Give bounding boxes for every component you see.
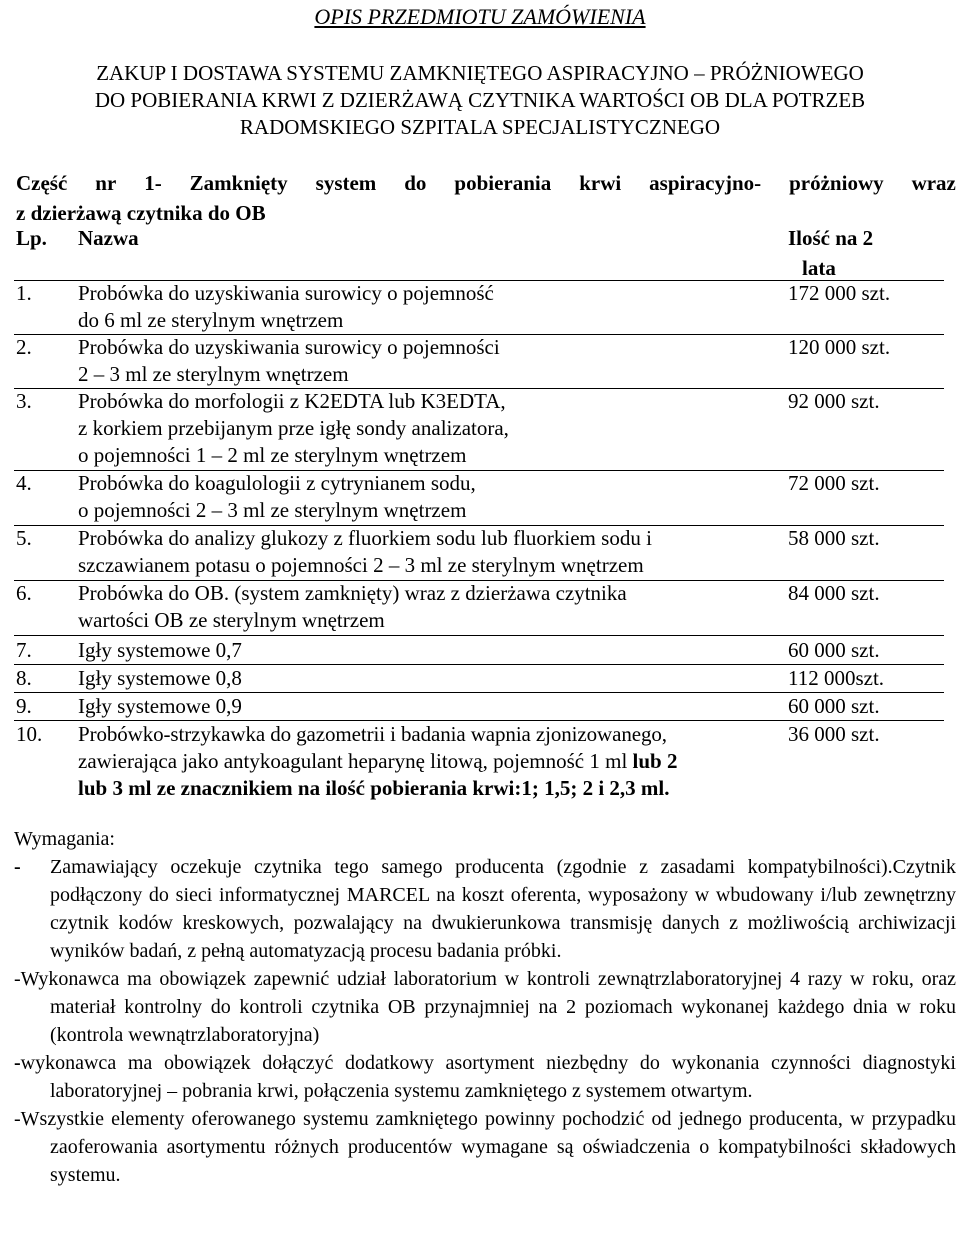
row-name: [78, 280, 778, 334]
row-name-line: szczawianem potasu o pojemności 2 – 3 ml ze sterylnym wnętrzem: [78, 553, 644, 577]
requirement-bullet: -: [14, 968, 21, 990]
row-name-line: o pojemności 2 – 3 ml ze sterylnym wnętrzem: [78, 498, 467, 522]
row-name: [78, 637, 778, 664]
row-name: [78, 388, 778, 469]
part-word: aspiracyjno-: [649, 171, 762, 195]
requirement-bullet: -: [14, 1052, 21, 1074]
requirement-text: Wykonawca ma obowiązek zapewnić udział laboratorium w kontroli zewnątrzlaboratoryjnej 4 razy w roku, oraz materiał kontrolny do kontroli czytnika OB przynajmniej na 2 poziomach wykonanej każdego dnia w roku (kontrola wewnątrzlaboratoryjna): [20, 968, 956, 1046]
requirement-text: Zamawiający oczekuje czytnika tego samego producenta (zgodnie z zasadami kompatybilności).Czytnik podłączony do sieci informatycznej MARCEL na koszt oferenta, wyposażony w wbudowany i/lub zewnętrzny czytnik kodów kreskowych, pozwalający na dwukierunkowa transmisję danych z możliwością archiwizacji wyników badań, z pełną automatyzacją procesu badania próbki.: [50, 856, 956, 962]
requirement-item: [14, 853, 956, 965]
row-lp: 7.: [16, 638, 32, 662]
row-lp: 9.: [16, 694, 32, 718]
row-name: [78, 525, 778, 579]
row-name-text: Probówko-strzykawka do gazometrii i badania wapnia zjonizowanego,: [78, 722, 667, 746]
part-word: krwi: [579, 171, 622, 195]
row-name-line: [78, 775, 778, 802]
row-name: [78, 721, 778, 802]
row-lp: 10.: [16, 722, 43, 746]
row-lp: 1.: [16, 281, 32, 305]
header-quantity: [788, 223, 918, 283]
row-lp: 4.: [16, 471, 32, 495]
row-name: [78, 580, 778, 634]
row-quantity: 120 000 szt.: [788, 335, 891, 359]
row-quantity: 112 000szt.: [788, 666, 885, 690]
row-name-line: Igły systemowe 0,8: [78, 666, 242, 690]
heading-line-1: ZAKUP I DOSTAWA SYSTEMU ZAMKNIĘTEGO ASPIRACYJNO – PRÓŻNIOWEGO: [96, 61, 864, 85]
row-lp: 2.: [16, 335, 32, 359]
row-quantity: 72 000 szt.: [788, 471, 880, 495]
row-name: [78, 693, 778, 720]
row-quantity: 36 000 szt.: [788, 722, 880, 746]
part-word: system: [315, 171, 377, 195]
requirement-item: [14, 965, 956, 1049]
heading-line-2: DO POBIERANIA KRWI Z DZIERŻAWĄ CZYTNIKA WARTOŚCI OB DLA POTRZEB: [94, 88, 866, 112]
row-name: [78, 665, 778, 692]
row-quantity: 60 000 szt.: [788, 694, 880, 718]
requirement-item: [14, 1105, 956, 1189]
part-title-line-1: [16, 168, 956, 198]
procurement-heading: [0, 60, 960, 141]
row-quantity: 172 000 szt.: [788, 281, 891, 305]
row-name-line: Igły systemowe 0,9: [78, 694, 242, 718]
row-lp: 6.: [16, 581, 32, 605]
requirement-text: wykonawca ma obowiązek dołączyć dodatkowy asortyment niezbędny do wykonania czynności diagnostyki laboratoryjnej – pobrania krwi, połączenia systemu zamkniętego z systemem otwartym.: [20, 1052, 956, 1102]
row-name-line: o pojemności 1 – 2 ml ze sterylnym wnętrzem: [78, 443, 467, 467]
row-name: [78, 470, 778, 524]
part-word: nr: [95, 171, 117, 195]
requirements-section: [14, 825, 956, 1189]
row-name-line: Probówka do uzyskiwania surowicy o pojemności: [78, 335, 500, 359]
part-title: [16, 168, 956, 228]
row-lp: 3.: [16, 389, 32, 413]
part-word: do: [404, 171, 427, 195]
row-divider: [14, 635, 944, 636]
requirement-bullet: -: [14, 1108, 21, 1130]
row-name-bold-text: lub 2: [632, 749, 678, 773]
part-word: wraz: [911, 171, 956, 195]
part-title-line-2: z dzierżawą czytnika do OB: [16, 201, 266, 225]
row-quantity: 60 000 szt.: [788, 638, 880, 662]
part-word: pobierania: [454, 171, 552, 195]
row-name-line: wartości OB ze sterylnym wnętrzem: [78, 608, 385, 632]
part-word: Zamknięty: [189, 171, 288, 195]
row-name-line: [78, 721, 778, 748]
header-quantity-line-2: lata: [802, 256, 836, 280]
table-header: [14, 223, 944, 283]
row-name-line: do 6 ml ze sterylnym wnętrzem: [78, 308, 344, 332]
row-name-line: Igły systemowe 0,7: [78, 638, 242, 662]
row-quantity: 58 000 szt.: [788, 526, 880, 550]
row-name-line: Probówka do OB. (system zamknięty) wraz z dzierżawa czytnika: [78, 581, 627, 605]
row-name-line: Probówka do koagulologii z cytrynianem sodu,: [78, 471, 476, 495]
part-word: 1-: [144, 171, 162, 195]
row-name-line: Probówka do uzyskiwania surowicy o pojemność: [78, 281, 494, 305]
requirement-item: [14, 1049, 956, 1105]
heading-line-3: RADOMSKIEGO SZPITALA SPECJALISTYCZNEGO: [239, 115, 721, 139]
part-word: próżniowy: [789, 171, 884, 195]
header-lp: Lp.: [16, 226, 47, 250]
row-lp: 8.: [16, 666, 32, 690]
header-name: Nazwa: [78, 226, 139, 250]
row-quantity: 92 000 szt.: [788, 389, 880, 413]
header-quantity-line-1: Ilość na 2: [788, 226, 874, 250]
document-title: OPIS PRZEDMIOTU ZAMÓWIENIA: [314, 4, 646, 29]
row-name-line: z korkiem przebijanym prze igłę sondy analizatora,: [78, 416, 509, 440]
row-name-line: [78, 748, 778, 775]
row-name-bold-text: lub 3 ml ze znacznikiem na ilość pobierania krwi:1; 1,5; 2 i 2,3 ml.: [78, 776, 670, 800]
row-name-line: 2 – 3 ml ze sterylnym wnętrzem: [78, 362, 349, 386]
row-quantity: 84 000 szt.: [788, 581, 880, 605]
row-name-text: zawierająca jako antykoagulant heparynę litową, pojemność 1 ml: [78, 749, 628, 773]
requirement-bullet: -: [14, 856, 21, 878]
requirement-text: Wszystkie elementy oferowanego systemu zamkniętego powinny pochodzić od jednego producenta, w przypadku zaoferowania asortymentu różnych producentów wymagane są oświadczenia o kompatybilności składowych systemu.: [20, 1108, 956, 1186]
part-word: Część: [16, 171, 68, 195]
row-name: [78, 334, 778, 388]
row-name-line: Probówka do morfologii z K2EDTA lub K3EDTA,: [78, 389, 506, 413]
requirements-title: Wymagania:: [14, 828, 115, 850]
row-lp: 5.: [16, 526, 32, 550]
row-name-line: Probówka do analizy glukozy z fluorkiem sodu lub fluorkiem sodu i: [78, 526, 652, 550]
